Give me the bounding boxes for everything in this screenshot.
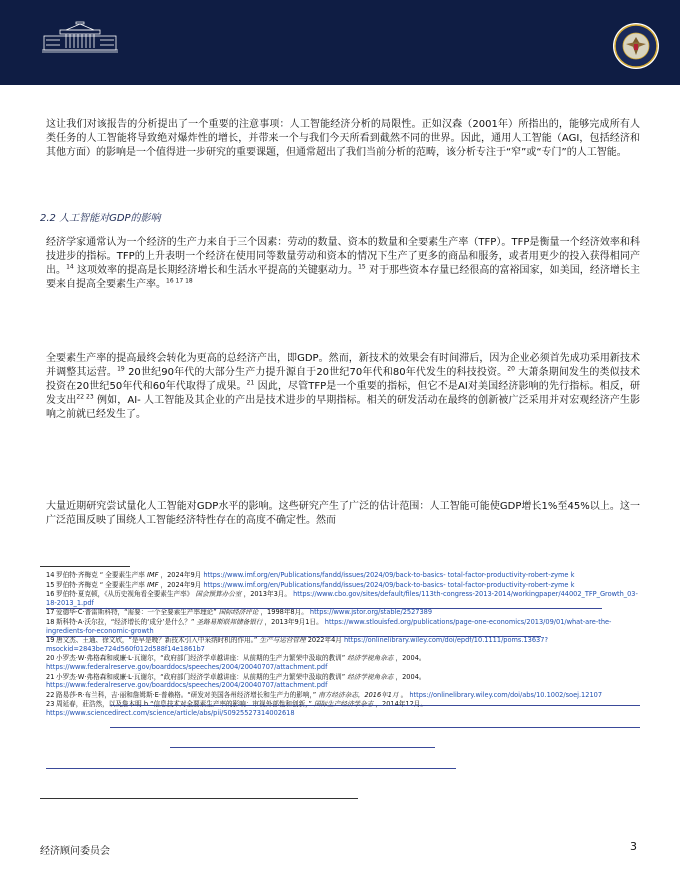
page-number: 3 [630,840,637,853]
footnote [46,691,640,700]
presidential-seal-icon [612,22,660,70]
strike-line [110,727,640,728]
footnote-text: ，1998年8月。 [258,608,310,617]
footnote-text: 小罗杰·W·弗格森和威廉·L·瓦谢尔，“政府部门经济学卓越讲座：从前期的生产力繁荣中汲取的教训” [56,654,348,663]
footnote-text: ，2013年3月。 [241,590,294,599]
footnote [46,673,640,690]
footnote-number: 19 [46,636,55,645]
footnote-text: 爱德华·C·普雷斯科特，“需要：一个全要素生产率理论” [56,608,219,617]
footnote-link[interactable]: https://www.federalreserve.gov/boarddocs/speeches/2004/20040707/attachment.pdf [46,681,328,690]
footnote-link[interactable]: https://www.jstor.org/stable/2527389 [309,608,433,617]
footnote-source: IMF [146,580,159,589]
paragraph-gdp-estimates [46,500,640,528]
strike-line [46,636,541,637]
footnote-link[interactable]: https://www.sciencedirect.com/science/article/abs/pii/S0925527314002618 [46,708,295,717]
footnote-number: 22 [46,690,55,699]
paragraph-text: 例如，AI- 人工智能及其企业的产出是技术进步的早期指标。相关的研发活动在最终的创新被广泛采用并对宏观经济产生影响之前就已经发生了。 [46,395,640,420]
footnote-link[interactable]: https://onlinelibrary.wiley.com/doi/abs/10.1002/soej.12107 [409,690,603,699]
footnote-ref[interactable]: 19 [117,365,125,373]
footnote-text: 唐文杰、王通、徐文欣，“是早是晚？新技术引入中采纳时机的作用。” [56,636,260,645]
strike-line [46,768,456,769]
header-banner [0,0,680,85]
footnote-text: ，2004。 [393,654,426,663]
footnote-number: 20 [46,654,55,663]
footnote [46,581,640,590]
footnote [46,654,640,671]
footnote-text: 。 [398,690,410,699]
footnote-link[interactable]: https://www.stlouisfed.org/publications/page-one-economics/2013/09/01/what-are-the-ingredients-for-economic-growth [46,617,612,635]
footnotes [46,571,640,719]
strike-line [110,705,640,706]
footnote-ref[interactable]: 20 [507,365,515,373]
footnote [46,590,640,607]
footnote-text: 小罗杰·W·弗格森和威廉·L·瓦谢尔，“政府部门经济学卓越讲座：从前期的生产力繁荣中汲取的教训” [56,672,348,681]
footnote-text: 罗伯特·齐梅克 “ 全要素生产率 [56,580,147,589]
paragraph-agi-caveat [46,118,640,160]
footnote-ref[interactable]: 16 17 18 [166,277,193,285]
footnote-link[interactable]: https://www.imf.org/en/Publications/fandd/issues/2024/09/back-to-basics- total-factor-productivity-robert-zyme k [203,571,575,579]
footnote-text: ，2024年9月 [158,571,204,579]
footnote-source: 南方经济杂志，2016年1月 [318,690,399,699]
paragraph-text: 这让我们对该报告的分析提出了一个重要的注意事项：人工智能经济分析的局限性。正如汉森（2001年）所指出的，能够完成所有人类任务的人工智能将导致绝对爆炸性的增长，并带来一个与我们今天所看到截然不同的世界。因此，通用人工智能（AGI，包括经济和其他方面）的影响是一个值得进一步研究的重要课题，但通常超出了我们当前分析的范畴，该分析专注于“窄”或“专门”的人工智能。 [46,119,640,158]
footnote-ref[interactable]: 14 [66,263,74,271]
footnote-text: ，2014年12月。 [373,700,427,709]
footnote-text: 路易莎·R·布兰科，吉·丽和詹姆斯·E·普赖格。“研发对美国各州经济增长和生产力的影响，” [56,690,319,699]
footnote-text: 罗伯特·夏克顿，《从历史视角看全要素生产率》 [56,590,196,599]
paragraph-text: 对于那些资本存量已经很高的富裕国家，如美国，经济增长主要来自提高全要素生产率。 [46,265,641,290]
section-heading: 2.2 人工智能对GDP的影响 [40,213,161,224]
footnote-text: 2022年4月 [305,636,344,645]
footnote [46,700,640,717]
strike-line [46,608,602,609]
footnote-ref[interactable]: 22 23 [76,393,94,401]
footnote-number: 17 [46,608,55,617]
strike-line [170,747,435,748]
footnote-number: 23 [46,700,55,709]
paragraph-text: 20世纪90年代的大部分生产力提升源自于20世纪70年代和80年代发生的科技投资。 [124,367,508,378]
footnote-source: IMF [146,571,159,579]
footnote-number: 18 [46,617,55,626]
footnote-divider [40,566,130,567]
footnote-link[interactable]: https://www.cbo.gov/sites/default/files/113th-congress-2013-2014/workingpaper/44002_TFP_Growth_03-18-2013_1.pdf [46,590,638,607]
footnote [46,608,640,617]
footnote-source: 生产与运营管理 [259,636,306,645]
footnote-link[interactable]: https://onlinelibrary.wiley.com/doi/epdf/10.1111/poms.13637?msockid=2843be724d560f012d588f14e1861b7 [46,636,548,653]
paragraph-text: 大萧条期间发生的类似技术投资在20世纪50年代和60年代取得了成果。 [46,367,640,392]
footnote-text: 罗伯特·齐梅克 “ 全要素生产率 [56,571,147,579]
footnote-end-divider [40,798,358,799]
footnote-source: 国会预算办公室 [195,590,242,599]
footnote [46,618,640,635]
footnote-text: ，2024年9月 [158,580,204,589]
paragraph-text: 全要素生产率的提高最终会转化为更高的总经济产出，即GDP。然而，新技术的效果会有时间滞后，因为企业必须首先成功采用新技术并调整其运营。 [46,353,640,378]
footnote-link[interactable]: https://www.imf.org/en/Publications/fandd/issues/2024/09/back-to-basics- total-factor-productivity-robert-zyme k [203,580,575,589]
paragraph-text: 经济学家通常认为一个经济的生产力来自于三个因素：劳动的数量、资本的数量和全要素生产率（TFP）。TFP是衡量一个经济效率和科技进步的指标。TFP的上升表明一个经济在使用同等数量劳动和资本的情况下生产了更多的商品和服务，或者用更少的投入获得相同产出。 [46,237,640,276]
footnote-source: 经济学视角杂志 [347,654,394,663]
footnote-ref[interactable]: 21 [246,379,255,387]
footnote-number: 15 [46,580,55,589]
footnote-number: 16 [46,590,55,599]
footnote-ref[interactable]: 15 [358,263,366,271]
paragraph-text: 大量近期研究尝试量化人工智能对GDP水平的影响。这些研究产生了广泛的估计范围：人工智能可能使GDP增长1%至45%以上。这一广泛范围反映了围绕人工智能经济特性存在的高度不确定性。然而 [46,501,640,526]
footnote [46,636,640,653]
white-house-icon [40,18,120,68]
footer-org: 经济顾问委员会 [40,846,110,857]
footnote-text: ，2004。 [393,672,426,681]
footnote-text: ，2013年9月1日。 [262,617,325,626]
footnote-number: 14 [46,571,55,579]
footnote-number: 21 [46,672,55,681]
footnote-text: 周延春，莊浩然，以及詹本明 b.“信息技术对全要素生产率的影响：审视外部性和创新，” [56,700,314,709]
footnote-source: 经济学视角杂志 [347,672,394,681]
paragraph-text: 这项效率的提高是长期经济增长和生活水平提高的关键驱动力。 [73,265,359,276]
footnote-source: 国际生产经济学杂志 [313,700,374,709]
paragraph-tfp-lag [46,352,640,422]
footnote [46,571,640,580]
paragraph-text: 因此，尽管TFP是一个重要的指标，但它不是AI对美国经济影响的先行指标。相反，研发支出 [46,381,640,406]
footnote-source: 圣路易斯联邦储备银行 [196,617,263,626]
footnote-source: 国际经济评论 [218,608,259,617]
footnote-text: 斯科特·A·沃尔拉，“经济增长的‘成分’是什么？” [56,617,197,626]
paragraph-tfp-definition [46,236,640,292]
footnote-link[interactable]: https://www.federalreserve.gov/boarddocs/speeches/2004/20040707/attachment.pdf [46,662,328,671]
